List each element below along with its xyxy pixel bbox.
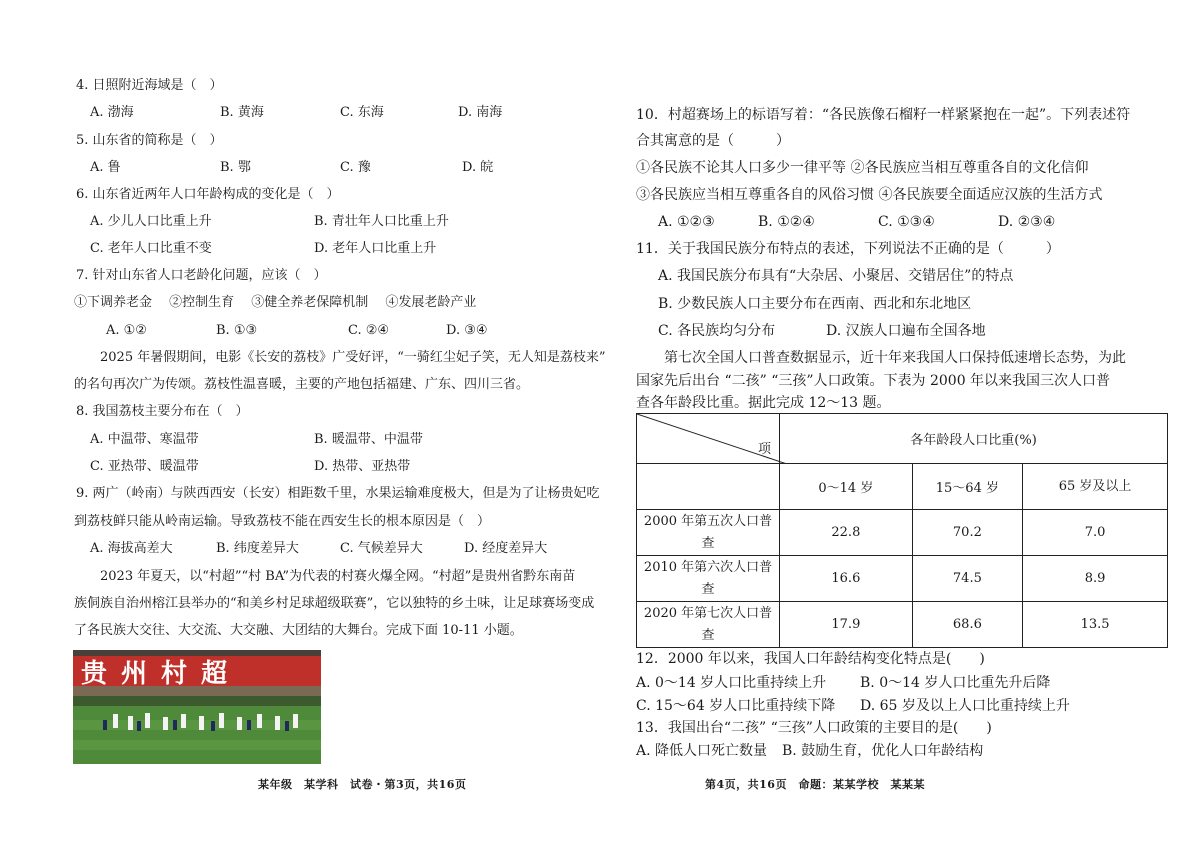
q7-stem: 7. 针对山东省人口老龄化问题，应该（ ） (76, 268, 327, 283)
q11-option-c: C. 各民族均匀分布 (658, 323, 776, 339)
q10-stem-line2: 合其寓意的是（ ） (636, 133, 790, 149)
table-cell: 17.9 (780, 602, 913, 648)
q10-option-d: D. ②③④ (998, 214, 1056, 230)
table-cell: 68.6 (912, 602, 1022, 648)
q4-option-d: D. 南海 (458, 105, 503, 120)
passage1-line2: 的名句再次广为传颂。荔枝性温喜暖，主要的产地包括福建、广东、四川三省。 (74, 377, 530, 392)
q6-option-b: B. 青壮年人口比重上升 (314, 214, 449, 229)
table-cell: 13.5 (1023, 602, 1168, 648)
q6-option-d: D. 老年人口比重上升 (314, 241, 437, 256)
q11-option-a: A. 我国民族分布具有“大杂居、小聚居、交错居住”的特点 (658, 268, 1014, 284)
table-row-label: 2010 年第六次人口普查 (637, 556, 780, 602)
q5-option-d: D. 皖 (462, 160, 494, 175)
q13-option-b: B. 鼓励生育，优化人口年龄结构 (782, 743, 984, 759)
q12-option-a: A. 0～14 岁人口比重持续上升 (636, 675, 827, 691)
left-footer: 某年级 某学科 试卷・第3页，共16页 (258, 778, 467, 791)
table-blank-cell (637, 464, 780, 510)
q11-stem: 11．关于我国民族分布特点的表述，下列说法不正确的是（ ） (636, 241, 1060, 257)
passage3-line3: 查各年龄段比重。据此完成 12～13 题。 (636, 395, 891, 411)
census-age-table (636, 413, 1168, 648)
passage2-line2: 族侗族自治州榕江县举办的“和美乡村足球超级联赛”，它以独特的乡土味，让足球赛场变成 (74, 596, 595, 611)
q13-option-a: A. 降低人口死亡数量 (636, 743, 768, 759)
q12-option-d: D. 65 岁及以上人口比重持续上升 (860, 698, 1070, 714)
q8-option-a: A. 中温带、寒温带 (90, 432, 199, 447)
q6-stem: 6. 山东省近两年人口年龄构成的变化是（ ） (76, 187, 340, 202)
q12-option-c: C. 15～64 岁人口比重持续下降 (636, 698, 836, 714)
table-col-header: 15～64 岁 (912, 464, 1022, 510)
q10-stem-line1: 10．村超赛场上的标语写着：“各民族像石榴籽一样紧紧抱在一起”。下列表述符 (636, 107, 1131, 123)
q5-option-c: C. 豫 (340, 160, 371, 175)
q9-option-d: D. 经度差异大 (464, 541, 548, 556)
q7-statements: ①下调养老金 ②控制生育 ③健全养老保障机制 ④发展老龄产业 (74, 295, 477, 310)
q10-option-a: A. ①②③ (658, 214, 715, 230)
right-footer: 第4页，共16页 命题：某某学校 某某某 (705, 778, 925, 791)
table-cell: 16.6 (780, 556, 913, 602)
table-corner-cell (637, 414, 780, 464)
q6-option-a: A. 少儿人口比重上升 (90, 214, 212, 229)
q7-option-b: B. ①③ (216, 323, 258, 338)
table-row-label: 2000 年第五次人口普查 (637, 510, 780, 556)
q8-option-b: B. 暖温带、中温带 (314, 432, 423, 447)
q10-option-c: C. ①③④ (878, 214, 935, 230)
q4-option-c: C. 东海 (340, 105, 384, 120)
q12-option-b: B. 0～14 岁人口比重先升后降 (860, 675, 1051, 691)
q7-option-c: C. ②④ (348, 323, 390, 338)
q10-statement-3-4: ③各民族应当相互尊重各自的风俗习惯 ④各民族要全面适应汉族的生活方式 (636, 187, 1103, 203)
passage2-line1: 2023 年夏天，以“村超”“村 BA”为代表的村赛火爆全网。“村超”是贵州省黔东南苗 (100, 569, 576, 584)
q5-option-b: B. 鄂 (220, 160, 251, 175)
passage3-line1: 第七次全国人口普查数据显示，近十年来我国人口保持低速增长态势，为此 (664, 350, 1126, 366)
q4-stem: 4. 日照附近海域是（ ） (76, 78, 223, 93)
q10-statement-1-2: ①各民族不论其人口多少一律平等 ②各民族应当相互尊重各自的文化信仰 (636, 160, 1089, 176)
q9-option-b: B. 纬度差异大 (216, 541, 299, 556)
table-col-header: 0～14 岁 (780, 464, 913, 510)
q8-stem: 8. 我国荔枝主要分布在（ ） (76, 404, 249, 419)
q4-option-a: A. 渤海 (90, 105, 134, 120)
q10-option-b: B. ①②④ (758, 214, 815, 230)
q9-stem-line2: 到荔枝鲜只能从岭南运输。导致荔枝不能在西安生长的根本原因是（ ） (74, 514, 491, 529)
table-cell: 74.5 (912, 556, 1022, 602)
q8-option-c: C. 亚热带、暖温带 (90, 459, 199, 474)
table-row-label: 2020 年第七次人口普查 (637, 602, 780, 648)
q8-option-d: D. 热带、亚热带 (314, 459, 411, 474)
table-cell: 7.0 (1023, 510, 1168, 556)
table-cell: 70.2 (912, 510, 1022, 556)
table-group-header: 各年龄段人口比重(%) (780, 414, 1168, 464)
q7-option-a: A. ①② (106, 323, 147, 338)
q11-option-d: D. 汉族人口遍布全国各地 (826, 323, 986, 339)
q4-option-b: B. 黄海 (220, 105, 264, 120)
q12-stem: 12．2000 年以来，我国人口年龄结构变化特点是( ) (636, 651, 985, 667)
q11-option-b: B. 少数民族人口主要分布在西南、西北和东北地区 (658, 296, 972, 312)
passage2-line3: 了各民族大交往、大交流、大交融、大团结的大舞台。完成下面 10-11 小题。 (74, 623, 523, 638)
q9-stem-line1: 9. 两广（岭南）与陕西西安（长安）相距数千里，水果运输难度极大，但是为了让杨贵妃吃 (76, 486, 600, 501)
q5-stem: 5. 山东省的简称是（ ） (76, 133, 223, 148)
q6-option-c: C. 老年人口比重不变 (90, 241, 212, 256)
table-cell: 8.9 (1023, 556, 1168, 602)
passage1-line1: 2025 年暑假期间，电影《长安的荔枝》广受好评，“一骑红尘妃子笑，无人知是荔枝来” (100, 350, 606, 365)
photo-banner-text: 贵州村超 (81, 659, 242, 689)
table-corner-label: 项 (758, 442, 772, 457)
q7-option-d: D. ③④ (446, 323, 488, 338)
q9-option-a: A. 海拔高差大 (90, 541, 173, 556)
table-col-header: 65 岁及以上 (1023, 464, 1168, 510)
q9-option-c: C. 气候差异大 (340, 541, 423, 556)
passage3-line2: 国家先后出台 “二孩” “三孩”人口政策。下表为 2000 年以来我国三次人口普 (636, 373, 1111, 389)
q5-option-a: A. 鲁 (90, 160, 121, 175)
village-football-photo (73, 650, 321, 764)
table-cell: 22.8 (780, 510, 913, 556)
q13-stem: 13．我国出台“二孩” “三孩”人口政策的主要目的是( ) (636, 720, 992, 736)
